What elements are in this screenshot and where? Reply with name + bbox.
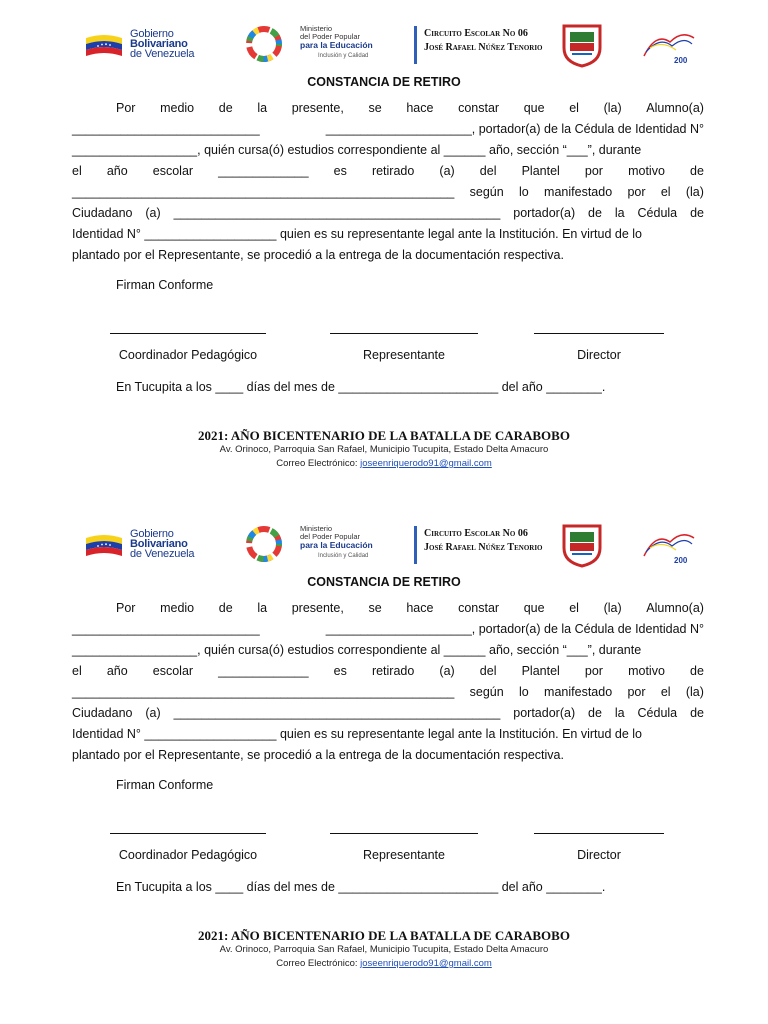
para-line-8: plantado por el Representante, se procedió a la entrega de la documentación respectiva. xyxy=(72,248,564,262)
ministerio-logo-icon xyxy=(232,24,296,64)
signature-label-representante: Representante xyxy=(362,848,445,862)
footer-email-row xyxy=(0,958,768,969)
para-line-7: Identidad N° ___________________ quien es su representante legal ante la Institución. En virtud de lo xyxy=(72,227,643,241)
signature-line-director xyxy=(534,333,664,334)
email-label: Correo Electrónico: xyxy=(276,958,361,969)
signature-label-coordinador: Coordinador Pedagógico xyxy=(118,848,258,862)
signature-line-coordinador xyxy=(110,333,266,334)
header-divider xyxy=(414,526,417,564)
bicentenario-number: 200 xyxy=(674,556,688,565)
para-line-7: Identidad N° ___________________ quien es su representante legal ante la Institución. En virtud de lo xyxy=(72,727,643,741)
header-banner xyxy=(74,22,704,76)
signature-line-representante xyxy=(330,333,478,334)
footer-email-row xyxy=(0,458,768,469)
ministerio-logo-text: Ministerio del Poder Popular para la Educación xyxy=(300,24,373,50)
document-title: CONSTANCIA DE RETIRO xyxy=(307,75,461,89)
venezuela-flag-icon xyxy=(84,32,124,58)
signature-label-coordinador: Coordinador Pedagógico xyxy=(118,348,258,362)
bicentenario-logo-icon xyxy=(636,26,700,66)
gobierno-logo-text: Gobierno Bolivariano de Venezuela xyxy=(130,28,195,60)
para-line-3: __________________, quién cursa(ó) estudios correspondiente al ______ año, sección “___”, durante xyxy=(72,643,642,657)
footer-address: Av. Orinoco, Parroquia San Rafael, Municipio Tucupita, Estado Delta Amacuro xyxy=(219,944,549,955)
para-line-4: el año escolar _____________ es retirado (a) del Plantel por motivo de xyxy=(72,164,704,178)
para-line-5: _______________________________________________________ según lo manifestado por el (la) xyxy=(72,185,704,199)
retiro-paragraph xyxy=(72,98,704,266)
para-line-1: Por medio de la presente, se hace constar que el (la) Alumno(a) xyxy=(116,601,704,615)
closing-date-line: En Tucupita a los ____ días del mes de _______________________ del año ________. xyxy=(116,880,606,894)
signature-label-director: Director xyxy=(577,348,621,362)
para-line-2: ___________________________ _____________________, portador(a) de la Cédula de Identidad N° xyxy=(72,622,704,636)
signature-line-director xyxy=(534,833,664,834)
footer-address: Av. Orinoco, Parroquia San Rafael, Municipio Tucupita, Estado Delta Amacuro xyxy=(219,444,549,455)
ministerio-subtitle: Inclusión y Calidad xyxy=(318,53,369,59)
school-shield-icon xyxy=(558,522,606,568)
email-link[interactable]: joseenriquerodo91@gmail.com xyxy=(360,458,492,469)
para-line-1: Por medio de la presente, se hace constar que el (la) Alumno(a) xyxy=(116,101,704,115)
document-title: CONSTANCIA DE RETIRO xyxy=(307,575,461,589)
firman-conforme: Firman Conforme xyxy=(116,778,214,792)
header-divider xyxy=(414,26,417,64)
email-label: Correo Electrónico: xyxy=(276,458,361,469)
para-line-2: ___________________________ _____________________, portador(a) de la Cédula de Identidad N° xyxy=(72,122,704,136)
ministerio-logo-icon xyxy=(232,524,296,564)
signature-line-coordinador xyxy=(110,833,266,834)
para-line-4: el año escolar _____________ es retirado (a) del Plantel por motivo de xyxy=(72,664,704,678)
para-line-6: Ciudadano (a) _______________________________________________ portador(a) de la Cédula de xyxy=(72,706,704,720)
para-line-5: _______________________________________________________ según lo manifestado por el (la) xyxy=(72,685,704,699)
gobierno-logo-text: Gobierno Bolivariano de Venezuela xyxy=(130,528,195,560)
bicentenario-logo-icon xyxy=(636,526,700,566)
bicentenario-number: 200 xyxy=(674,56,688,65)
document-copy-1 xyxy=(0,18,768,523)
footer-motto: 2021: AÑO BICENTENARIO DE LA BATALLA DE CARABOBO xyxy=(198,428,570,443)
school-header-text: Circuito Escolar No 06 José Rafael Núñez Tenorio xyxy=(424,28,543,53)
venezuela-flag-icon xyxy=(84,532,124,558)
para-line-6: Ciudadano (a) _______________________________________________ portador(a) de la Cédula de xyxy=(72,206,704,220)
signature-label-representante: Representante xyxy=(362,348,445,362)
closing-date-line: En Tucupita a los ____ días del mes de _______________________ del año ________. xyxy=(116,380,606,394)
para-line-8: plantado por el Representante, se procedió a la entrega de la documentación respectiva. xyxy=(72,748,564,762)
school-shield-icon xyxy=(558,22,606,68)
header-banner xyxy=(74,522,704,576)
ministerio-logo-text: Ministerio del Poder Popular para la Educación xyxy=(300,524,373,550)
document-copy-2 xyxy=(0,518,768,1023)
footer-motto: 2021: AÑO BICENTENARIO DE LA BATALLA DE CARABOBO xyxy=(198,928,570,943)
firman-conforme: Firman Conforme xyxy=(116,278,214,292)
signature-line-representante xyxy=(330,833,478,834)
email-link[interactable]: joseenriquerodo91@gmail.com xyxy=(360,958,492,969)
ministerio-subtitle: Inclusión y Calidad xyxy=(318,553,369,559)
signature-label-director: Director xyxy=(577,848,621,862)
para-line-3: __________________, quién cursa(ó) estudios correspondiente al ______ año, sección “___”, durante xyxy=(72,143,642,157)
school-header-text: Circuito Escolar No 06 José Rafael Núñez Tenorio xyxy=(424,528,543,553)
retiro-paragraph xyxy=(72,598,704,766)
